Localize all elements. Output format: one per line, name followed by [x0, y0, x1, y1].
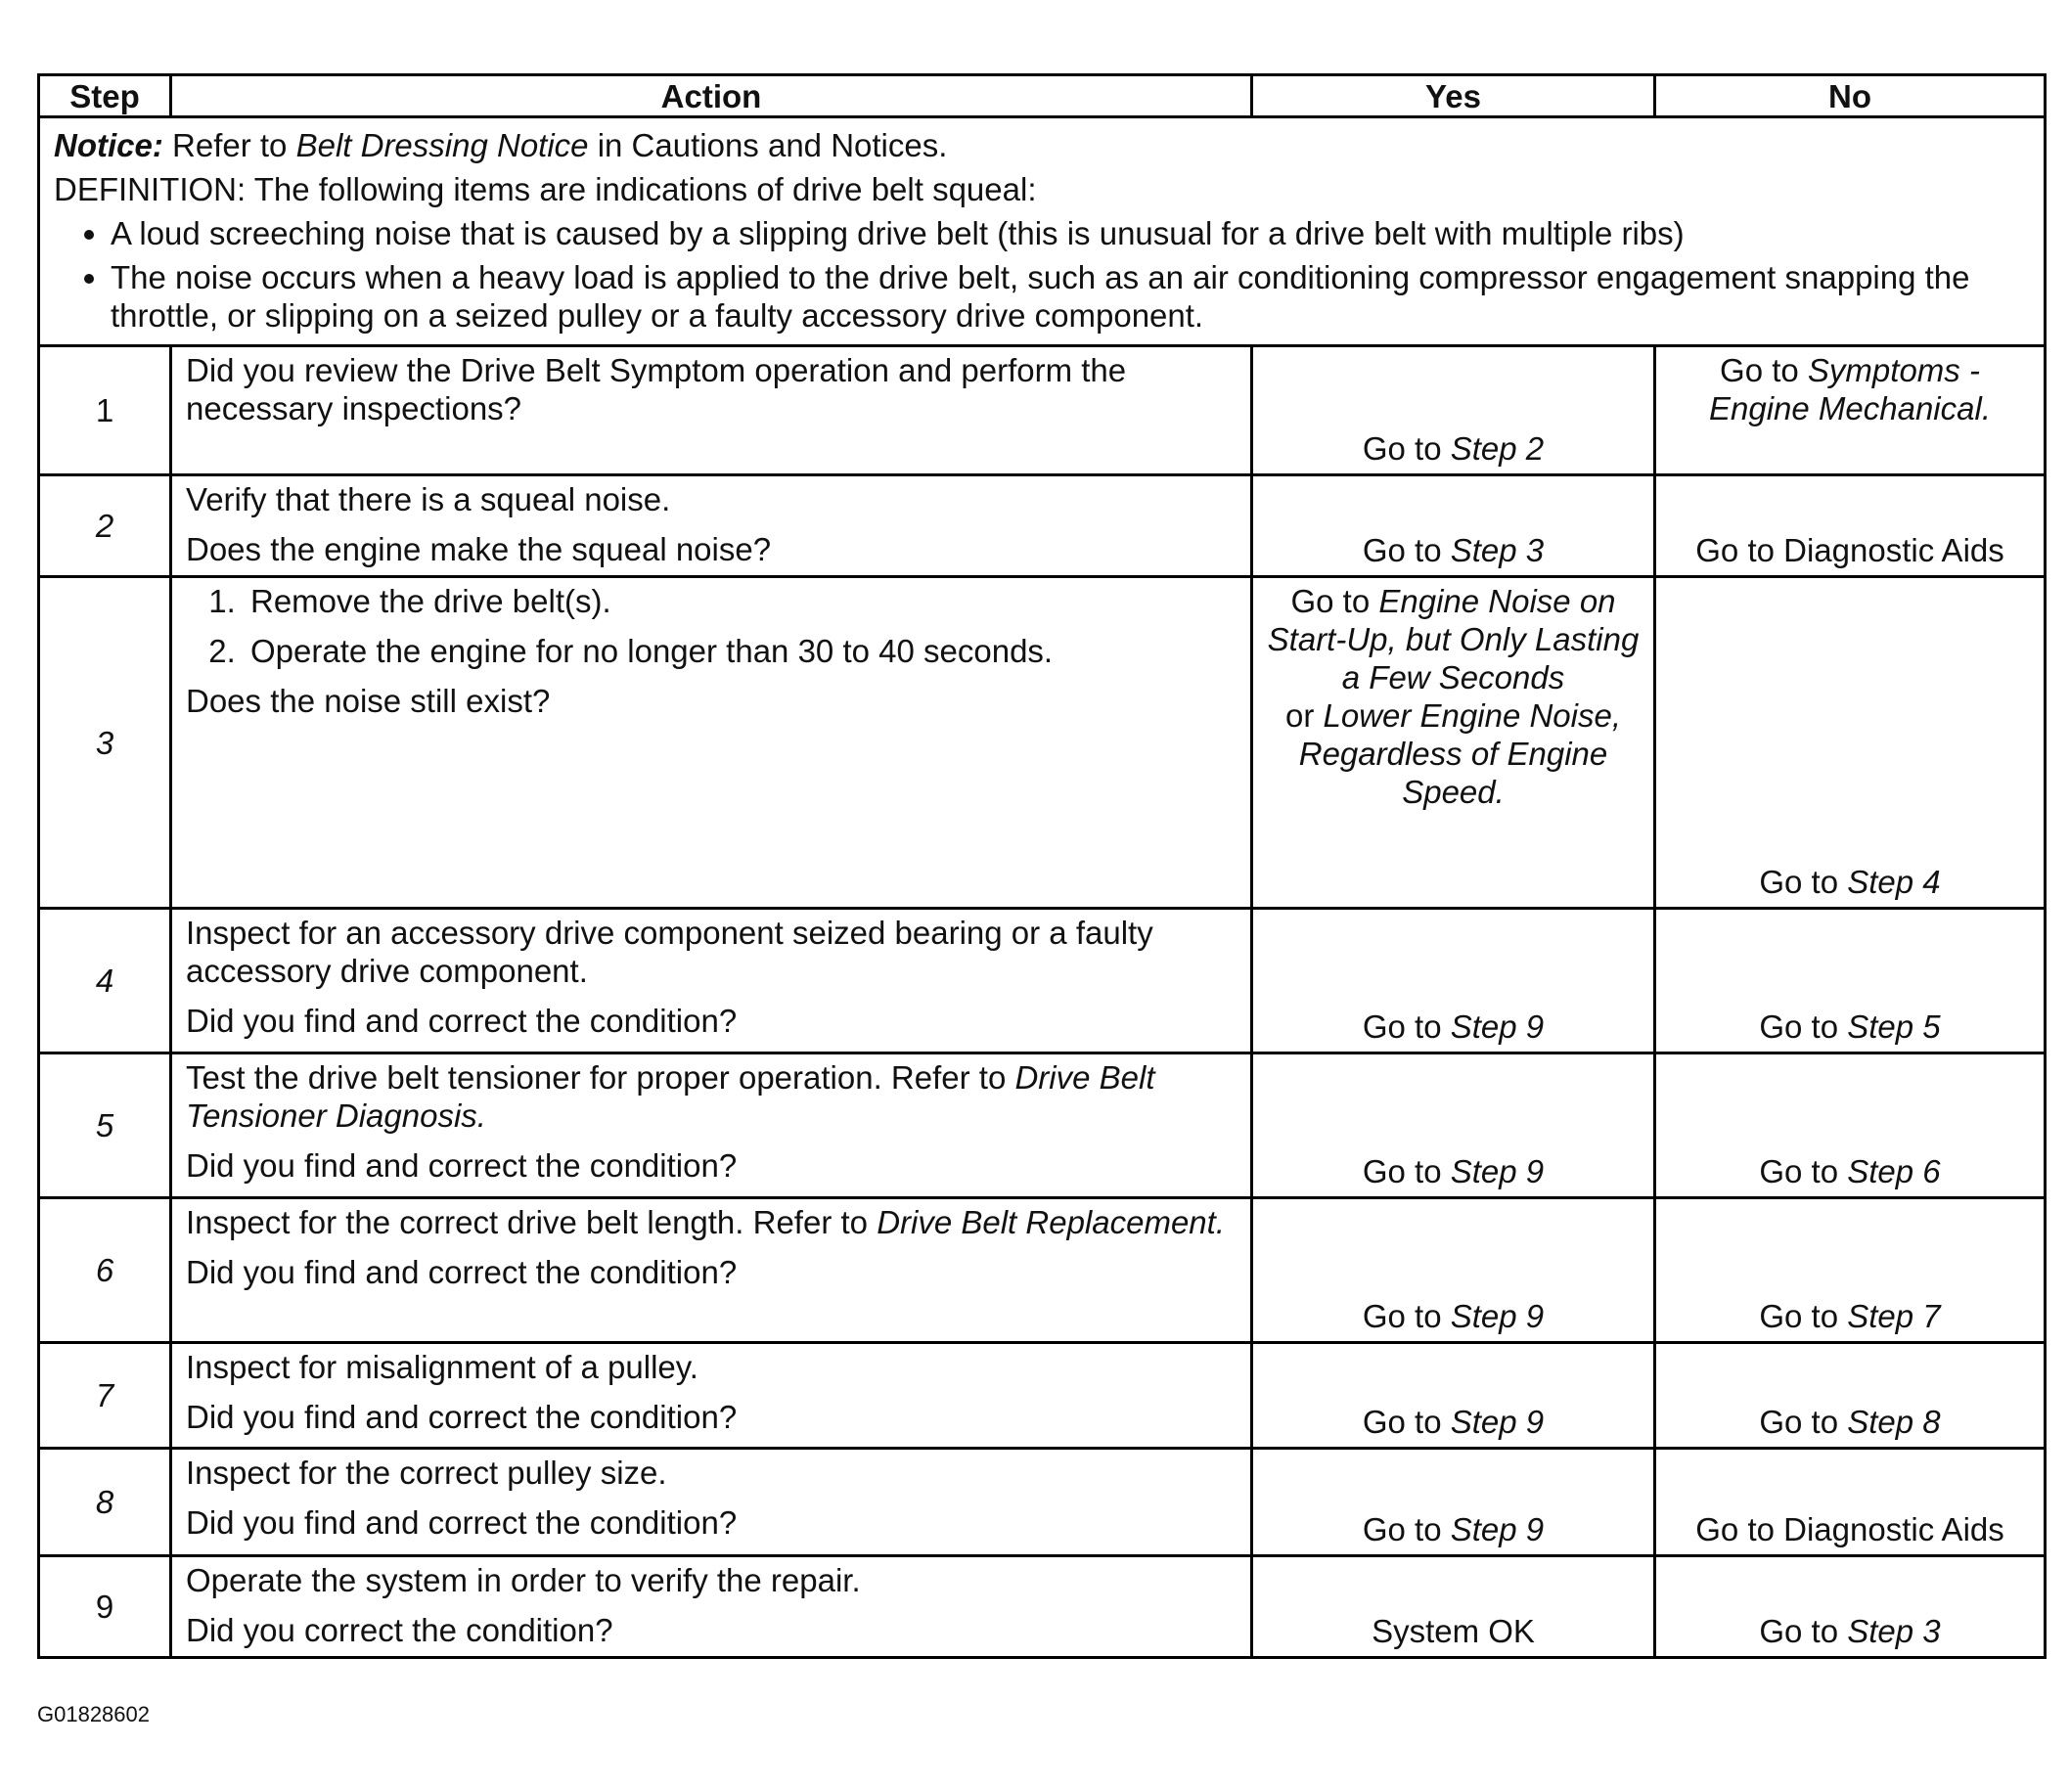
yes-ref: Step 9 — [1450, 1404, 1545, 1440]
notice-label: Notice: — [54, 127, 163, 163]
yes-cell: Go to Step 9 — [1252, 909, 1655, 1053]
action-cell — [171, 1343, 1252, 1449]
yes-cell: System OK — [1252, 1556, 1655, 1658]
no-ref: Step 6 — [1847, 1153, 1941, 1189]
action-list-item: 1. Remove the drive belt(s). — [245, 582, 1237, 620]
yes-ref: Step 2 — [1450, 430, 1545, 467]
table-row — [39, 1343, 2046, 1449]
action-question: Does the noise still exist? — [186, 683, 551, 719]
no-ref: Step 7 — [1847, 1298, 1941, 1334]
definition-list — [54, 214, 2030, 335]
action-text: Test the drive belt tensioner for proper operation. Refer to Drive Belt Tensioner Diagnosis. — [186, 1059, 1155, 1134]
yes-cell: Go to Step 3 — [1252, 475, 1655, 577]
step-number: 4 — [39, 909, 171, 1053]
action-question: Did you correct the condition? — [186, 1612, 613, 1648]
step-number: 5 — [39, 1053, 171, 1198]
notice-ref: Belt Dressing Notice — [295, 127, 589, 163]
action-text: Inspect for the correct pulley size. — [186, 1455, 667, 1491]
notice-cell — [39, 117, 2046, 346]
table-row — [39, 1449, 2046, 1556]
action-cell — [171, 577, 1252, 909]
yes-cell: Go to Step 9 — [1252, 1053, 1655, 1198]
no-cell: Go to Step 6 — [1655, 1053, 2046, 1198]
action-ref: Drive Belt Tensioner Diagnosis. — [186, 1059, 1155, 1134]
yes-cell: Go to Step 9 — [1252, 1449, 1655, 1556]
action-cell — [171, 346, 1252, 475]
header-step: Step — [39, 75, 171, 117]
action-ref: Drive Belt Replacement. — [877, 1204, 1226, 1240]
action-list-item: 2. Operate the engine for no longer than 30 to 40 seconds. — [245, 632, 1237, 670]
table-row — [39, 475, 2046, 577]
no-ref: Step 3 — [1847, 1613, 1941, 1649]
no-cell: Go to Step 8 — [1655, 1343, 2046, 1449]
yes-cell: Go to Step 9 — [1252, 1343, 1655, 1449]
yes-cell: Go to Step 9 — [1252, 1198, 1655, 1343]
step-number: 8 — [39, 1449, 171, 1556]
figure-id: G01828602 — [37, 1702, 150, 1726]
no-cell: Go to Step 4 — [1655, 577, 2046, 909]
yes-cell: Go to Engine Noise on Start-Up, but Only Lasting a Few Seconds or Lower Engine Noise, Regardless of Engine Speed. — [1252, 577, 1655, 909]
action-cell — [171, 909, 1252, 1053]
yes-ref: Step 9 — [1450, 1008, 1545, 1045]
action-text: Did you review the Drive Belt Symptom operation and perform the necessary inspections? — [186, 352, 1127, 426]
action-question: Did you find and correct the condition? — [186, 1254, 738, 1290]
action-text: Inspect for an accessory drive component seized bearing or a faulty accessory drive component. — [186, 915, 1153, 989]
header-no: No — [1655, 75, 2046, 117]
yes-ref: Step 9 — [1450, 1153, 1545, 1189]
table-row — [39, 1556, 2046, 1658]
no-cell: Go to Step 7 — [1655, 1198, 2046, 1343]
no-cell: Go to Symptoms - Engine Mechanical. — [1655, 346, 2046, 475]
step-number: 7 — [39, 1343, 171, 1449]
yes-ref: Step 9 — [1450, 1298, 1545, 1334]
no-ref: Symptoms - Engine Mechanical. — [1708, 352, 1991, 426]
yes-ref: Step 9 — [1450, 1511, 1545, 1547]
definition-line: DEFINITION: The following items are indications of drive belt squeal: — [54, 171, 1037, 207]
table-row — [39, 346, 2046, 475]
action-text: Inspect for misalignment of a pulley. — [186, 1349, 698, 1385]
yes-ref-2: Lower Engine Noise, Regardless of Engine Speed. — [1298, 697, 1622, 810]
action-cell — [171, 1449, 1252, 1556]
table-row — [39, 1198, 2046, 1343]
header-action: Action — [171, 75, 1252, 117]
step-number: 3 — [39, 577, 171, 909]
no-cell: Go to Diagnostic Aids — [1655, 475, 2046, 577]
table-row — [39, 909, 2046, 1053]
step-number: 2 — [39, 475, 171, 577]
action-question: Did you find and correct the condition? — [186, 1003, 738, 1039]
no-cell: Go to Step 3 — [1655, 1556, 2046, 1658]
yes-cell: Go to Step 2 — [1252, 346, 1655, 475]
action-cell — [171, 1053, 1252, 1198]
header-row — [39, 75, 2046, 117]
step-number: 1 — [39, 346, 171, 475]
action-cell — [171, 475, 1252, 577]
yes-ref: Step 3 — [1450, 532, 1545, 568]
no-ref: Step 5 — [1847, 1008, 1941, 1045]
action-question: Did you find and correct the condition? — [186, 1147, 738, 1184]
notice-line — [54, 126, 2030, 164]
no-cell: Go to Step 5 — [1655, 909, 2046, 1053]
notice-pre: Refer to — [172, 127, 288, 163]
action-cell — [171, 1556, 1252, 1658]
action-question: Does the engine make the squeal noise? — [186, 531, 772, 567]
no-ref: Step 8 — [1847, 1404, 1941, 1440]
notice-post: in Cautions and Notices. — [597, 127, 948, 163]
no-ref: Step 4 — [1847, 864, 1941, 900]
yes-ref: Engine Noise on Start-Up, but Only Lasting a Few Seconds — [1267, 583, 1640, 695]
action-text: Operate the system in order to verify the repair. — [186, 1562, 861, 1598]
no-cell: Go to Diagnostic Aids — [1655, 1449, 2046, 1556]
definition-bullet: • The noise occurs when a heavy load is applied to the drive belt, such as an air conditioning compressor engagement snapping the throttle, or slipping on a seized pulley or a faulty accessory drive component. — [111, 258, 2030, 335]
table-row — [39, 577, 2046, 909]
step-number: 9 — [39, 1556, 171, 1658]
action-text: Verify that there is a squeal noise. — [186, 481, 671, 517]
step-number: 6 — [39, 1198, 171, 1343]
action-cell — [171, 1198, 1252, 1343]
action-question: Did you find and correct the condition? — [186, 1399, 738, 1435]
action-text: Inspect for the correct drive belt length. Refer to Drive Belt Replacement. — [186, 1204, 1226, 1240]
table-row — [39, 1053, 2046, 1198]
action-question: Did you find and correct the condition? — [186, 1504, 738, 1541]
diagnostic-table — [37, 73, 2047, 1659]
header-yes: Yes — [1252, 75, 1655, 117]
action-list — [186, 582, 1237, 670]
notice-row — [39, 117, 2046, 346]
definition-bullet: • A loud screeching noise that is caused by a slipping drive belt (this is unusual for a drive belt with multiple ribs) — [111, 214, 2030, 252]
